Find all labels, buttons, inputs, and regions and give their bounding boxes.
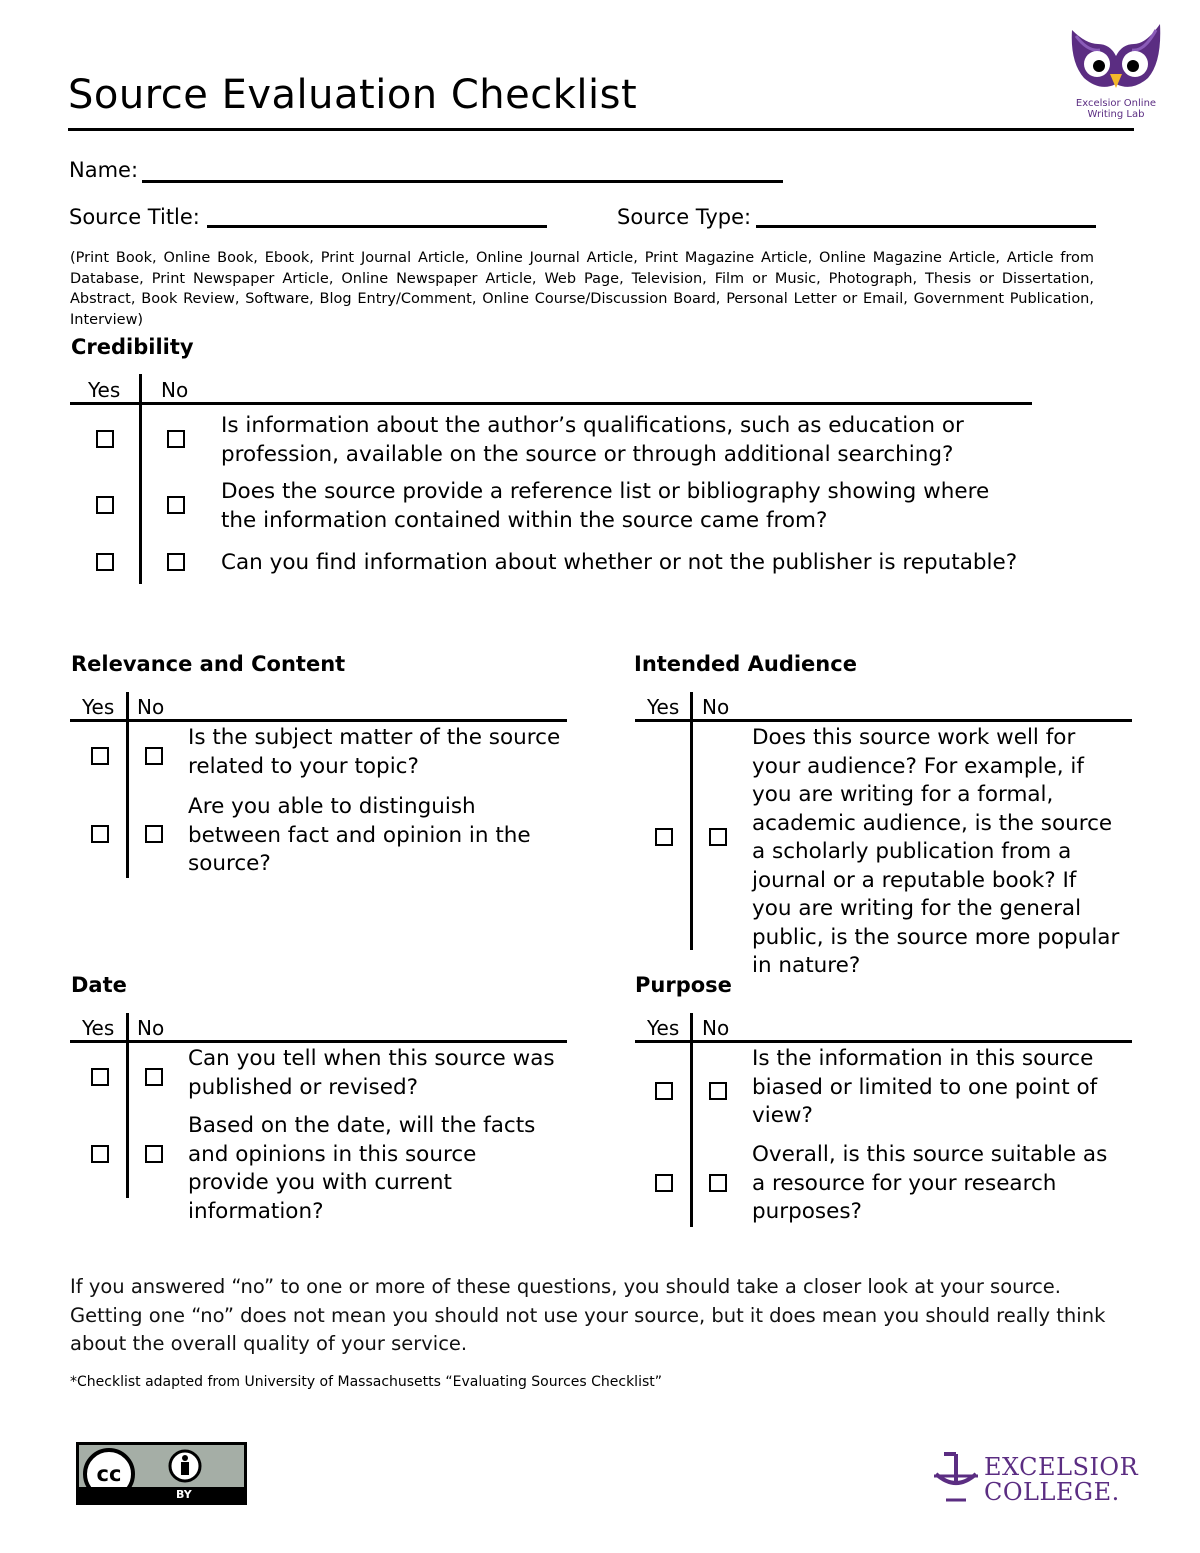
date-question-2: Based on the date, will the facts and opinions in this source provide you with current information?	[188, 1113, 536, 1224]
credibility-heading: Credibility	[71, 335, 194, 359]
credibility-question-1: Is information about the author’s qualifications, such as education or profession, available on the source or through additional searching?	[221, 413, 964, 467]
relevance-q2-no-checkbox[interactable]	[145, 825, 163, 843]
purpose-yes-header: Yes	[647, 1016, 680, 1040]
audience-heading: Intended Audience	[634, 652, 857, 676]
source-title-field[interactable]	[207, 225, 547, 228]
date-question-1: Can you tell when this source was published or revised?	[188, 1046, 555, 1100]
credibility-question-3: Can you find information about whether or not the publisher is reputable?	[221, 550, 1018, 575]
credibility-yes-header: Yes	[88, 378, 121, 402]
audience-yes-header: Yes	[647, 695, 680, 719]
credibility-q3-yes-checkbox[interactable]	[96, 553, 114, 571]
credibility-rule	[70, 402, 1032, 405]
purpose-q2-yes-checkbox[interactable]	[655, 1174, 673, 1192]
date-yes-header: Yes	[82, 1016, 115, 1040]
purpose-column-divider	[690, 1013, 693, 1227]
relevance-q1-no-checkbox[interactable]	[145, 747, 163, 765]
date-q1-yes-checkbox[interactable]	[91, 1068, 109, 1086]
credibility-q1-no-checkbox[interactable]	[167, 430, 185, 448]
purpose-q1-no-checkbox[interactable]	[709, 1082, 727, 1100]
audience-q1-yes-checkbox[interactable]	[655, 828, 673, 846]
owl-icon	[1066, 22, 1166, 94]
credibility-q1-yes-checkbox[interactable]	[96, 430, 114, 448]
audience-column-divider	[690, 692, 693, 950]
logo-text-line1: Excelsior Online	[1075, 98, 1157, 109]
purpose-q1-yes-checkbox[interactable]	[655, 1082, 673, 1100]
relevance-yes-header: Yes	[82, 695, 115, 719]
college-name-line2: COLLEGE.	[984, 1478, 1120, 1506]
date-column-divider	[126, 1013, 129, 1198]
relevance-q2-yes-checkbox[interactable]	[91, 825, 109, 843]
cc-by-label: BY	[176, 1488, 192, 1501]
owl-logo	[1066, 22, 1166, 122]
credibility-q3-no-checkbox[interactable]	[167, 553, 185, 571]
purpose-q2-no-checkbox[interactable]	[709, 1174, 727, 1192]
credibility-no-header: No	[161, 378, 189, 402]
source-title-label: Source Title:	[69, 205, 200, 229]
relevance-q1-yes-checkbox[interactable]	[91, 747, 109, 765]
cc-by-badge[interactable]	[76, 1442, 247, 1505]
audience-q1-no-checkbox[interactable]	[709, 828, 727, 846]
audience-question-1: Does this source work well for your audience? For example, if you are writing for a formal, academic audience, is the source a scholarly publication from a journal or a reputable book? If you are writing for the general public, is the source more popular in nature?	[752, 725, 1120, 978]
title-divider	[68, 128, 1134, 131]
date-q2-yes-checkbox[interactable]	[91, 1145, 109, 1163]
purpose-no-header: No	[702, 1016, 730, 1040]
credibility-q2-no-checkbox[interactable]	[167, 496, 185, 514]
excelsior-college-logo	[930, 1448, 1139, 1508]
relevance-heading: Relevance and Content	[71, 652, 346, 676]
college-name-line1: EXCELSIOR	[984, 1453, 1139, 1481]
date-heading: Date	[71, 973, 127, 997]
purpose-question-1: Is the information in this source biased or limited to one point of view?	[752, 1046, 1098, 1128]
audience-no-header: No	[702, 695, 730, 719]
date-q1-no-checkbox[interactable]	[145, 1068, 163, 1086]
date-no-header: No	[137, 1016, 165, 1040]
source-types-note: (Print Book, Online Book, Ebook, Print Journal Article, Online Journal Article, Print Magazine Article, Online Magazine Article, Article from Database, Print Newspaper Article, Online Newspaper Article, Web Page, Television, Film or Music, Photograph, Thesis or Dissertation, Abstract, Book Review, Software, Blog Entry/Comment, Online Course/Discussion Board, Personal Letter or Email, Government Publication, Interview)	[70, 250, 1094, 328]
relevance-rule	[70, 719, 567, 722]
source-type-field[interactable]	[756, 225, 1096, 228]
name-label: Name:	[69, 158, 139, 182]
attribution-note: *Checklist adapted from University of Massachusetts “Evaluating Sources Checklist”	[70, 1374, 662, 1390]
credibility-column-divider	[139, 374, 142, 584]
cc-symbol: cc	[96, 1462, 122, 1486]
credibility-q2-yes-checkbox[interactable]	[96, 496, 114, 514]
logo-text-line2: Writing Lab	[1087, 109, 1145, 120]
audience-rule	[635, 719, 1132, 722]
closing-paragraph: If you answered “no” to one or more of these questions, you should take a closer look at your source. Getting one “no” does not mean you should not use your source, but it does mean you should really think about the overall quality of your service.	[70, 1275, 1106, 1355]
relevance-question-1: Is the subject matter of the source related to your topic?	[188, 725, 561, 779]
purpose-rule	[635, 1040, 1132, 1043]
relevance-column-divider	[126, 692, 129, 878]
source-type-label: Source Type:	[617, 205, 752, 229]
date-q2-no-checkbox[interactable]	[145, 1145, 163, 1163]
relevance-no-header: No	[137, 695, 165, 719]
relevance-question-2: Are you able to distinguish between fact and opinion in the source?	[188, 794, 531, 876]
purpose-question-2: Overall, is this source suitable as a resource for your research purposes?	[752, 1142, 1108, 1224]
name-field[interactable]	[142, 180, 783, 183]
purpose-heading: Purpose	[635, 973, 732, 997]
credibility-question-2: Does the source provide a reference list or bibliography showing where the information contained within the source came from?	[221, 479, 990, 533]
date-rule	[70, 1040, 567, 1043]
page-title: Source Evaluation Checklist	[68, 72, 638, 118]
college-emblem-icon	[930, 1452, 982, 1504]
